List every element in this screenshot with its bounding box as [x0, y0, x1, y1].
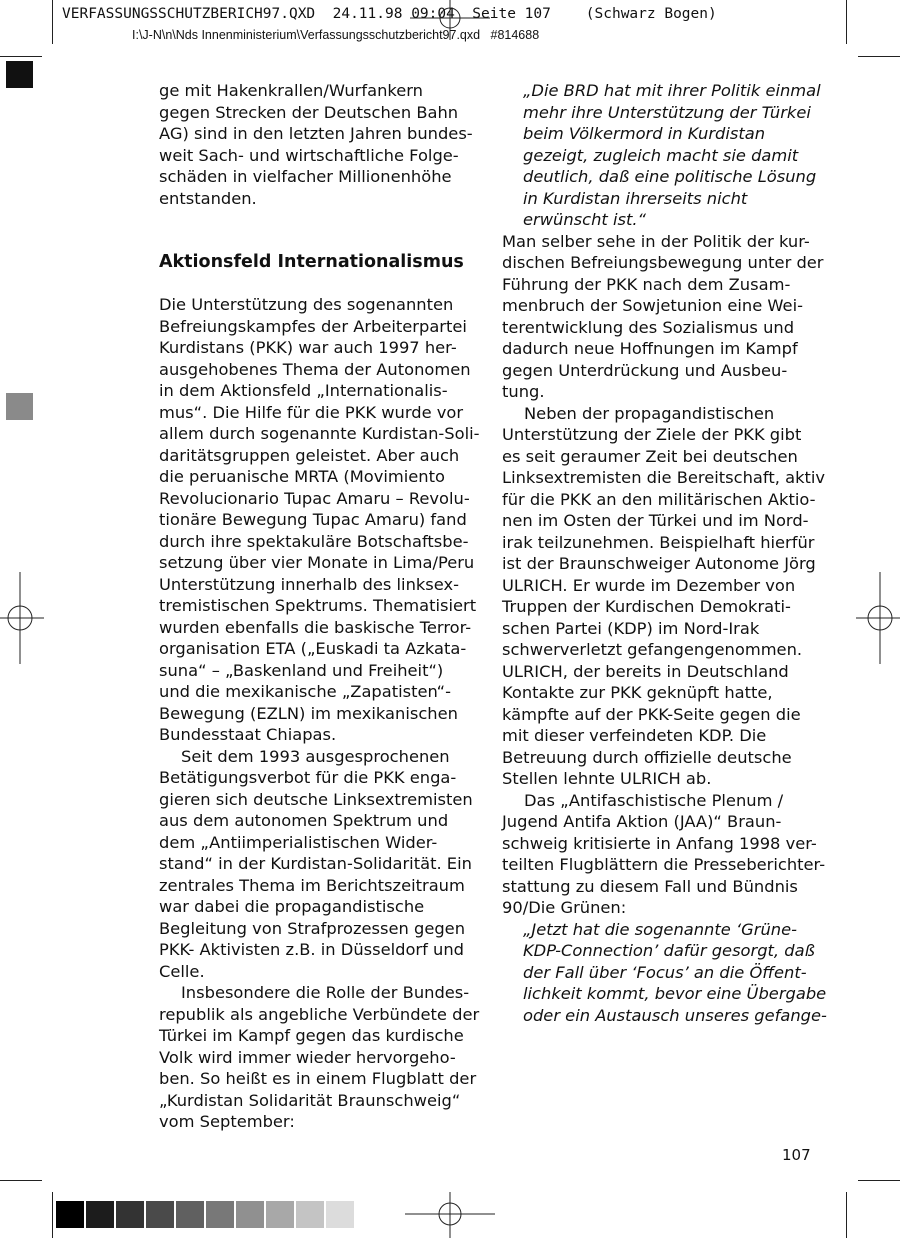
- paragraph: [159, 982, 479, 1133]
- gray-swatch: [146, 1201, 174, 1228]
- text-line: Betätigungsverbot für die PKK enga-: [159, 768, 457, 787]
- text-line: aus dem autonomen Spektrum und: [159, 811, 449, 830]
- text-line: Unterstützung innerhalb des linksex-: [159, 574, 460, 594]
- right-column: [502, 80, 832, 1026]
- text-line: menbruch der Sowjetunion eine Wei-: [502, 296, 803, 315]
- text-line: nen im Osten der Türkei und im Nord-: [502, 511, 809, 530]
- text-line: Begleitung von Strafprozessen gegen: [159, 918, 466, 938]
- text-line: „Jetzt hat die sogenannte ‘Grüne-: [523, 919, 797, 939]
- crop-mark: [858, 56, 900, 57]
- text-line: wurden ebenfalls die baskische Terror-: [159, 617, 472, 637]
- quote-block: [502, 80, 832, 231]
- gray-swatch: [116, 1201, 144, 1228]
- text-line: zentrales Thema im Berichtszeitraum: [159, 875, 465, 895]
- text-line: tremistischen Spektrums. Thematisiert: [159, 596, 477, 615]
- text-line: durch ihre spektakuläre Botschaftsbe-: [159, 531, 469, 551]
- text-line: Revolucionario Tupac Amaru – Revolu-: [159, 488, 470, 508]
- text-line: und die mexikanische „Zapatisten“-: [159, 682, 451, 701]
- text-line: in Kurdistan ihrerseits nicht: [523, 188, 748, 208]
- text-line: ULRICH. Er wurde im Dezember von: [502, 575, 796, 595]
- text-line: KDP-Connection’ dafür gesorgt, daß: [523, 941, 815, 960]
- text-line: republik als angebliche Verbündete der: [159, 1004, 480, 1024]
- text-line: mus“. Die Hilfe für die PKK wurde vor: [159, 402, 464, 422]
- text-line: „Die BRD hat mit ihrer Politik einmal: [523, 81, 821, 100]
- text-line: dem „Antiimperialistischen Wider-: [159, 832, 438, 852]
- text-line: Seit dem 1993 ausgesprochenen: [181, 746, 450, 766]
- text-line: allem durch sogenannte Kurdistan-Soli-: [159, 424, 480, 443]
- text-line: tung.: [502, 382, 545, 401]
- registration-mark-top: [410, 0, 490, 40]
- text-line: mehr ihre Unterstützung der Türkei: [523, 102, 811, 122]
- text-line: tionäre Bewegung Tupac Amaru) fand: [159, 510, 467, 529]
- text-line: war dabei die propagandistische: [159, 897, 425, 916]
- crop-mark: [0, 1180, 42, 1181]
- text-line: Insbesondere die Rolle der Bundes-: [181, 983, 470, 1002]
- text-line: 90/Die Grünen:: [502, 898, 627, 917]
- gray-swatch: [326, 1201, 354, 1228]
- text-line: mit dieser verfeindeten KDP. Die: [502, 726, 767, 745]
- crop-mark: [846, 0, 847, 44]
- text-line: Führung der PKK nach dem Zusam-: [502, 274, 791, 294]
- text-line: oder ein Austausch unseres gefange-: [523, 1005, 827, 1025]
- text-line: schen Partei (KDP) im Nord-Irak: [502, 618, 760, 638]
- text-line: ist der Braunschweiger Autonome Jörg: [502, 554, 816, 573]
- text-line: PKK- Aktivisten z.B. in Düsseldorf und: [159, 940, 465, 959]
- paragraph: [502, 403, 832, 790]
- text-line: schweig kritisierte in Anfang 1998 ver-: [502, 833, 817, 853]
- text-line: lichkeit kommt, bevor eine Übergabe: [523, 984, 827, 1003]
- text-line: die peruanische MRTA (Movimiento: [159, 467, 445, 486]
- text-line: deutlich, daß eine politische Lösung: [523, 167, 817, 186]
- text-line: Unterstützung der Ziele der PKK gibt: [502, 425, 802, 444]
- text-line: Celle.: [159, 961, 205, 981]
- text-line: gegen Strecken der Deutschen Bahn: [159, 102, 459, 122]
- text-line: Das „Antifaschistische Plenum /: [524, 790, 784, 810]
- registration-mark-right: [856, 572, 900, 664]
- text-line: ausgehobenes Thema der Autonomen: [159, 359, 471, 379]
- text-line: Man selber sehe in der Politik der kur-: [502, 231, 810, 251]
- text-line: ULRICH, der bereits in Deutschland: [502, 661, 789, 681]
- section-marker-gray: [6, 393, 33, 420]
- gray-swatch: [56, 1201, 84, 1228]
- text-line: irak teilzunehmen. Beispielhaft hierfür: [502, 532, 815, 552]
- text-line: stattung zu diesem Fall und Bündnis: [502, 876, 798, 896]
- text-line: ge mit Hakenkrallen/Wurfankern: [159, 81, 423, 100]
- paragraph: [159, 746, 479, 983]
- text-line: Kurdistans (PKK) war auch 1997 her-: [159, 338, 457, 357]
- gray-swatch: [266, 1201, 294, 1228]
- text-line: Türkei im Kampf gegen das kurdische: [159, 1026, 464, 1045]
- gray-swatch: [176, 1201, 204, 1228]
- left-column: [159, 80, 479, 1133]
- text-line: Truppen der Kurdischen Demokrati-: [502, 597, 791, 616]
- text-line: in dem Aktionsfeld „Internationalis-: [159, 381, 448, 400]
- paragraph: [502, 231, 832, 403]
- gray-swatch: [86, 1201, 114, 1228]
- file-path-line: I:\J-N\n\Nds Innenministerium\Verfassungsschutzbericht97.qxd #814688: [132, 28, 540, 42]
- text-line: stand“ in der Kurdistan-Solidarität. Ein: [159, 854, 472, 873]
- text-line: Neben der propagandistischen: [524, 403, 775, 423]
- text-line: AG) sind in den letzten Jahren bundes-: [159, 124, 473, 143]
- quote-block: [502, 919, 832, 1027]
- text-line: Bundesstaat Chiapas.: [159, 725, 337, 744]
- text-line: Volk wird immer wieder hervorgeho-: [159, 1047, 456, 1067]
- section-heading: Aktionsfeld Internationalismus: [159, 252, 464, 272]
- crop-mark: [52, 1192, 53, 1238]
- gray-swatch: [236, 1201, 264, 1228]
- text-line: Betreuung durch offizielle deutsche: [502, 747, 792, 767]
- text-line: ben. So heißt es in einem Flugblatt der: [159, 1069, 477, 1088]
- text-line: schäden in vielfacher Millionenhöhe: [159, 167, 452, 186]
- intro-paragraph: [159, 80, 479, 209]
- crop-mark: [52, 0, 53, 44]
- text-line: organisation ETA („Euskadi ta Azkata-: [159, 639, 467, 658]
- text-line: Bewegung (EZLN) im mexikanischen: [159, 703, 458, 723]
- text-line: kämpfte auf der PKK-Seite gegen die: [502, 704, 801, 724]
- text-line: entstanden.: [159, 188, 257, 208]
- text-line: Jugend Antifa Aktion (JAA)“ Braun-: [502, 812, 782, 831]
- crop-mark: [0, 56, 42, 57]
- page-number: 107: [782, 1146, 811, 1164]
- registration-mark-left: [0, 572, 44, 664]
- text-line: es seit geraumer Zeit bei deutschen: [502, 446, 798, 466]
- text-line: der Fall über ‘Focus’ an die Öffent-: [523, 962, 807, 982]
- text-line: vom September:: [159, 1112, 295, 1131]
- text-line: Stellen lehnte ULRICH ab.: [502, 769, 712, 788]
- crop-mark: [858, 1180, 900, 1181]
- text-line: schwerverletzt gefangengenommen.: [502, 640, 803, 659]
- text-line: terentwicklung des Sozialismus und: [502, 317, 795, 337]
- text-line: setzung über vier Monate in Lima/Peru: [159, 553, 475, 572]
- text-line: gegen Unterdrückung und Ausbeu-: [502, 360, 788, 380]
- text-line: Befreiungskampfes der Arbeiterpartei: [159, 316, 467, 336]
- text-line: dadurch neue Hoffnungen im Kampf: [502, 339, 798, 358]
- text-line: Die Unterstützung des sogenannten: [159, 295, 454, 314]
- text-line: suna“ – „Baskenland und Freiheit“): [159, 660, 444, 680]
- paragraph: [159, 294, 479, 746]
- gray-swatch: [206, 1201, 234, 1228]
- text-line: dischen Befreiungsbewegung unter der: [502, 253, 824, 272]
- text-line: Kontakte zur PKK geknüpft hatte,: [502, 683, 773, 702]
- file-slug-line: VERFASSUNGSSCHUTZBERICH97.QXD 24.11.98 09:04 Seite 107 (Schwarz Bogen): [62, 6, 717, 22]
- gray-scale-bar: [56, 1201, 356, 1228]
- text-line: daritätsgruppen geleistet. Aber auch: [159, 445, 460, 465]
- text-line: gezeigt, zugleich macht sie damit: [523, 145, 799, 165]
- text-line: teilten Flugblättern die Presseberichter-: [502, 855, 826, 874]
- text-line: für die PKK an den militärischen Aktio-: [502, 489, 816, 509]
- text-line: „Kurdistan Solidarität Braunschweig“: [159, 1090, 461, 1110]
- text-line: beim Völkermord in Kurdistan: [523, 124, 766, 143]
- crop-mark: [846, 1192, 847, 1238]
- gray-swatch: [296, 1201, 324, 1228]
- registration-mark-bottom: [405, 1192, 495, 1238]
- section-marker-black: [6, 61, 33, 88]
- text-line: gieren sich deutsche Linksextremisten: [159, 789, 473, 809]
- text-line: Linksextremisten die Bereitschaft, aktiv: [502, 468, 826, 487]
- text-line: weit Sach- und wirtschaftliche Folge-: [159, 145, 459, 165]
- text-line: erwünscht ist.“: [523, 210, 646, 229]
- paragraph: [502, 790, 832, 919]
